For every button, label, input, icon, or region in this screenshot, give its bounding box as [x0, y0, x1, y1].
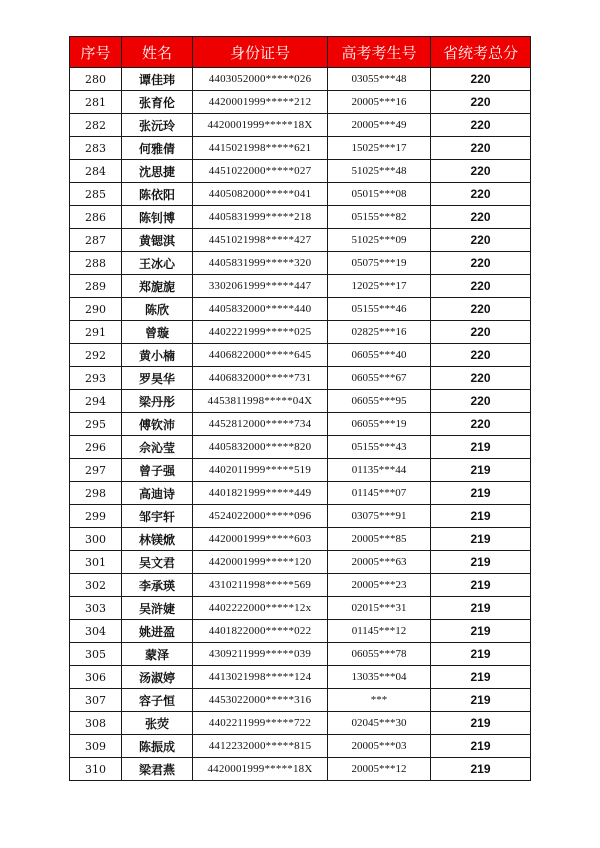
cell-name: 傅钦沛 — [122, 413, 193, 436]
cell-total-score: 220 — [431, 114, 531, 137]
cell-name: 陈钊博 — [122, 206, 193, 229]
cell-id-number: 4402211999*****722 — [193, 712, 328, 735]
cell-exam-number: 51025***09 — [328, 229, 431, 252]
cell-exam-number: 13035***04 — [328, 666, 431, 689]
cell-exam-number: 20005***12 — [328, 758, 431, 781]
cell-id-number: 4405832000*****440 — [193, 298, 328, 321]
cell-name: 吴文君 — [122, 551, 193, 574]
cell-seq: 288 — [70, 252, 122, 275]
table-row — [70, 183, 531, 206]
cell-name: 蒙泽 — [122, 643, 193, 666]
cell-exam-number: 20005***16 — [328, 91, 431, 114]
cell-id-number: 4412232000*****815 — [193, 735, 328, 758]
cell-total-score: 219 — [431, 620, 531, 643]
cell-seq: 300 — [70, 528, 122, 551]
table-row — [70, 321, 531, 344]
cell-name: 姚进盈 — [122, 620, 193, 643]
cell-id-number: 4406822000*****645 — [193, 344, 328, 367]
cell-exam-number: 20005***85 — [328, 528, 431, 551]
cell-exam-number: 03055***48 — [328, 68, 431, 91]
cell-seq: 303 — [70, 597, 122, 620]
cell-exam-number: 02825***16 — [328, 321, 431, 344]
table-row — [70, 436, 531, 459]
cell-total-score: 220 — [431, 229, 531, 252]
cell-exam-number: 02015***31 — [328, 597, 431, 620]
cell-name: 沈思捷 — [122, 160, 193, 183]
cell-seq: 304 — [70, 620, 122, 643]
cell-total-score: 219 — [431, 597, 531, 620]
cell-id-number: 4451021998*****427 — [193, 229, 328, 252]
cell-total-score: 220 — [431, 68, 531, 91]
cell-total-score: 220 — [431, 298, 531, 321]
cell-name: 何雅倩 — [122, 137, 193, 160]
cell-id-number: 4451022000*****027 — [193, 160, 328, 183]
cell-seq: 310 — [70, 758, 122, 781]
header-id-number: 身份证号 — [193, 37, 328, 68]
table-row — [70, 68, 531, 91]
cell-seq: 297 — [70, 459, 122, 482]
cell-name: 张沅玲 — [122, 114, 193, 137]
table-row — [70, 528, 531, 551]
cell-name: 邹宇轩 — [122, 505, 193, 528]
cell-id-number: 4420001999*****212 — [193, 91, 328, 114]
cell-total-score: 219 — [431, 666, 531, 689]
cell-total-score: 220 — [431, 160, 531, 183]
cell-exam-number: 20005***49 — [328, 114, 431, 137]
cell-name: 谭佳玮 — [122, 68, 193, 91]
table-row — [70, 367, 531, 390]
cell-exam-number: 12025***17 — [328, 275, 431, 298]
cell-name: 郑旎旎 — [122, 275, 193, 298]
cell-name: 梁君燕 — [122, 758, 193, 781]
cell-name: 容子恒 — [122, 689, 193, 712]
cell-seq: 286 — [70, 206, 122, 229]
cell-name: 林镁焮 — [122, 528, 193, 551]
cell-id-number: 4452812000*****734 — [193, 413, 328, 436]
header-name: 姓名 — [122, 37, 193, 68]
table-row — [70, 252, 531, 275]
cell-total-score: 219 — [431, 643, 531, 666]
cell-seq: 289 — [70, 275, 122, 298]
cell-exam-number: 05015***08 — [328, 183, 431, 206]
cell-exam-number: 06055***40 — [328, 344, 431, 367]
cell-total-score: 220 — [431, 275, 531, 298]
cell-name: 吴浒婕 — [122, 597, 193, 620]
table-row — [70, 229, 531, 252]
cell-seq: 281 — [70, 91, 122, 114]
cell-exam-number: 15025***17 — [328, 137, 431, 160]
header-row — [70, 37, 531, 68]
header-total-score: 省统考总分 — [431, 37, 531, 68]
cell-seq: 302 — [70, 574, 122, 597]
table-row — [70, 137, 531, 160]
table-row — [70, 91, 531, 114]
cell-id-number: 4310211998*****569 — [193, 574, 328, 597]
cell-name: 黄小楠 — [122, 344, 193, 367]
cell-total-score: 220 — [431, 344, 531, 367]
cell-exam-number: 06055***67 — [328, 367, 431, 390]
cell-total-score: 219 — [431, 574, 531, 597]
cell-id-number: 4405831999*****320 — [193, 252, 328, 275]
cell-seq: 282 — [70, 114, 122, 137]
cell-id-number: 4401821999*****449 — [193, 482, 328, 505]
cell-total-score: 220 — [431, 137, 531, 160]
cell-name: 陈依阳 — [122, 183, 193, 206]
cell-total-score: 220 — [431, 321, 531, 344]
cell-id-number: 4309211999*****039 — [193, 643, 328, 666]
cell-id-number: 4403052000*****026 — [193, 68, 328, 91]
table-row — [70, 643, 531, 666]
score-table — [69, 36, 531, 781]
cell-name: 曾璇 — [122, 321, 193, 344]
cell-total-score: 219 — [431, 436, 531, 459]
cell-exam-number: 05155***82 — [328, 206, 431, 229]
cell-seq: 284 — [70, 160, 122, 183]
cell-exam-number: 03075***91 — [328, 505, 431, 528]
table-row — [70, 597, 531, 620]
cell-id-number: 4453811998*****04X — [193, 390, 328, 413]
cell-name: 张荧 — [122, 712, 193, 735]
table-row — [70, 735, 531, 758]
table-row — [70, 712, 531, 735]
cell-seq: 307 — [70, 689, 122, 712]
cell-id-number: 4406832000*****731 — [193, 367, 328, 390]
cell-exam-number: 20005***03 — [328, 735, 431, 758]
cell-exam-number: 01135***44 — [328, 459, 431, 482]
table-row — [70, 206, 531, 229]
cell-exam-number: 02045***30 — [328, 712, 431, 735]
cell-total-score: 219 — [431, 528, 531, 551]
table-row — [70, 620, 531, 643]
cell-exam-number: 06055***19 — [328, 413, 431, 436]
table-row — [70, 344, 531, 367]
cell-id-number: 4524022000*****096 — [193, 505, 328, 528]
cell-name: 张育伦 — [122, 91, 193, 114]
table-row — [70, 160, 531, 183]
cell-exam-number: 51025***48 — [328, 160, 431, 183]
cell-seq: 298 — [70, 482, 122, 505]
cell-id-number: 4405082000*****041 — [193, 183, 328, 206]
cell-name: 高迪诗 — [122, 482, 193, 505]
cell-exam-number: 05075***19 — [328, 252, 431, 275]
table-row — [70, 390, 531, 413]
cell-total-score: 220 — [431, 367, 531, 390]
cell-exam-number: 05155***46 — [328, 298, 431, 321]
cell-total-score: 219 — [431, 758, 531, 781]
cell-exam-number: 20005***63 — [328, 551, 431, 574]
table-header — [70, 37, 531, 68]
cell-seq: 292 — [70, 344, 122, 367]
cell-id-number: 4402221999*****025 — [193, 321, 328, 344]
cell-total-score: 219 — [431, 482, 531, 505]
cell-name: 李承瑛 — [122, 574, 193, 597]
header-seq: 序号 — [70, 37, 122, 68]
table-row — [70, 298, 531, 321]
cell-exam-number: *** — [328, 689, 431, 712]
table-row — [70, 758, 531, 781]
cell-total-score: 220 — [431, 390, 531, 413]
cell-name: 梁丹彤 — [122, 390, 193, 413]
cell-seq: 283 — [70, 137, 122, 160]
cell-id-number: 4405832000*****820 — [193, 436, 328, 459]
cell-seq: 290 — [70, 298, 122, 321]
table-row — [70, 413, 531, 436]
cell-name: 曾子强 — [122, 459, 193, 482]
table-row — [70, 459, 531, 482]
cell-id-number: 4402011999*****519 — [193, 459, 328, 482]
cell-total-score: 220 — [431, 413, 531, 436]
cell-name: 汤淑婷 — [122, 666, 193, 689]
cell-total-score: 219 — [431, 712, 531, 735]
cell-id-number: 4420001999*****18X — [193, 114, 328, 137]
cell-id-number: 4420001999*****120 — [193, 551, 328, 574]
cell-total-score: 220 — [431, 183, 531, 206]
cell-name: 陈欣 — [122, 298, 193, 321]
cell-id-number: 4453022000*****316 — [193, 689, 328, 712]
cell-total-score: 219 — [431, 735, 531, 758]
cell-seq: 294 — [70, 390, 122, 413]
cell-id-number: 4415021998*****621 — [193, 137, 328, 160]
cell-exam-number: 20005***23 — [328, 574, 431, 597]
cell-total-score: 220 — [431, 91, 531, 114]
table-row — [70, 505, 531, 528]
cell-exam-number: 01145***07 — [328, 482, 431, 505]
cell-total-score: 219 — [431, 689, 531, 712]
table-body — [70, 68, 531, 781]
cell-seq: 287 — [70, 229, 122, 252]
cell-name: 罗昊华 — [122, 367, 193, 390]
cell-seq: 293 — [70, 367, 122, 390]
cell-seq: 280 — [70, 68, 122, 91]
cell-seq: 308 — [70, 712, 122, 735]
cell-exam-number: 01145***12 — [328, 620, 431, 643]
cell-exam-number: 05155***43 — [328, 436, 431, 459]
cell-total-score: 220 — [431, 252, 531, 275]
cell-seq: 291 — [70, 321, 122, 344]
cell-seq: 295 — [70, 413, 122, 436]
cell-total-score: 219 — [431, 505, 531, 528]
cell-id-number: 4413021998*****124 — [193, 666, 328, 689]
cell-total-score: 219 — [431, 459, 531, 482]
table-row — [70, 275, 531, 298]
cell-name: 王冰心 — [122, 252, 193, 275]
cell-id-number: 4402222000*****12x — [193, 597, 328, 620]
table-row — [70, 551, 531, 574]
table-row — [70, 689, 531, 712]
table-row — [70, 574, 531, 597]
cell-total-score: 220 — [431, 206, 531, 229]
cell-seq: 299 — [70, 505, 122, 528]
cell-seq: 285 — [70, 183, 122, 206]
cell-seq: 296 — [70, 436, 122, 459]
cell-id-number: 4405831999*****218 — [193, 206, 328, 229]
cell-total-score: 219 — [431, 551, 531, 574]
cell-seq: 301 — [70, 551, 122, 574]
table-row — [70, 666, 531, 689]
cell-seq: 309 — [70, 735, 122, 758]
cell-exam-number: 06055***78 — [328, 643, 431, 666]
cell-name: 佘沁莹 — [122, 436, 193, 459]
cell-name: 陈振成 — [122, 735, 193, 758]
header-exam-number: 高考考生号 — [328, 37, 431, 68]
cell-id-number: 3302061999*****447 — [193, 275, 328, 298]
cell-id-number: 4420001999*****18X — [193, 758, 328, 781]
cell-id-number: 4420001999*****603 — [193, 528, 328, 551]
score-sheet — [69, 36, 530, 781]
cell-exam-number: 06055***95 — [328, 390, 431, 413]
cell-name: 黄锶淇 — [122, 229, 193, 252]
cell-id-number: 4401822000*****022 — [193, 620, 328, 643]
cell-seq: 305 — [70, 643, 122, 666]
cell-seq: 306 — [70, 666, 122, 689]
table-row — [70, 114, 531, 137]
table-row — [70, 482, 531, 505]
